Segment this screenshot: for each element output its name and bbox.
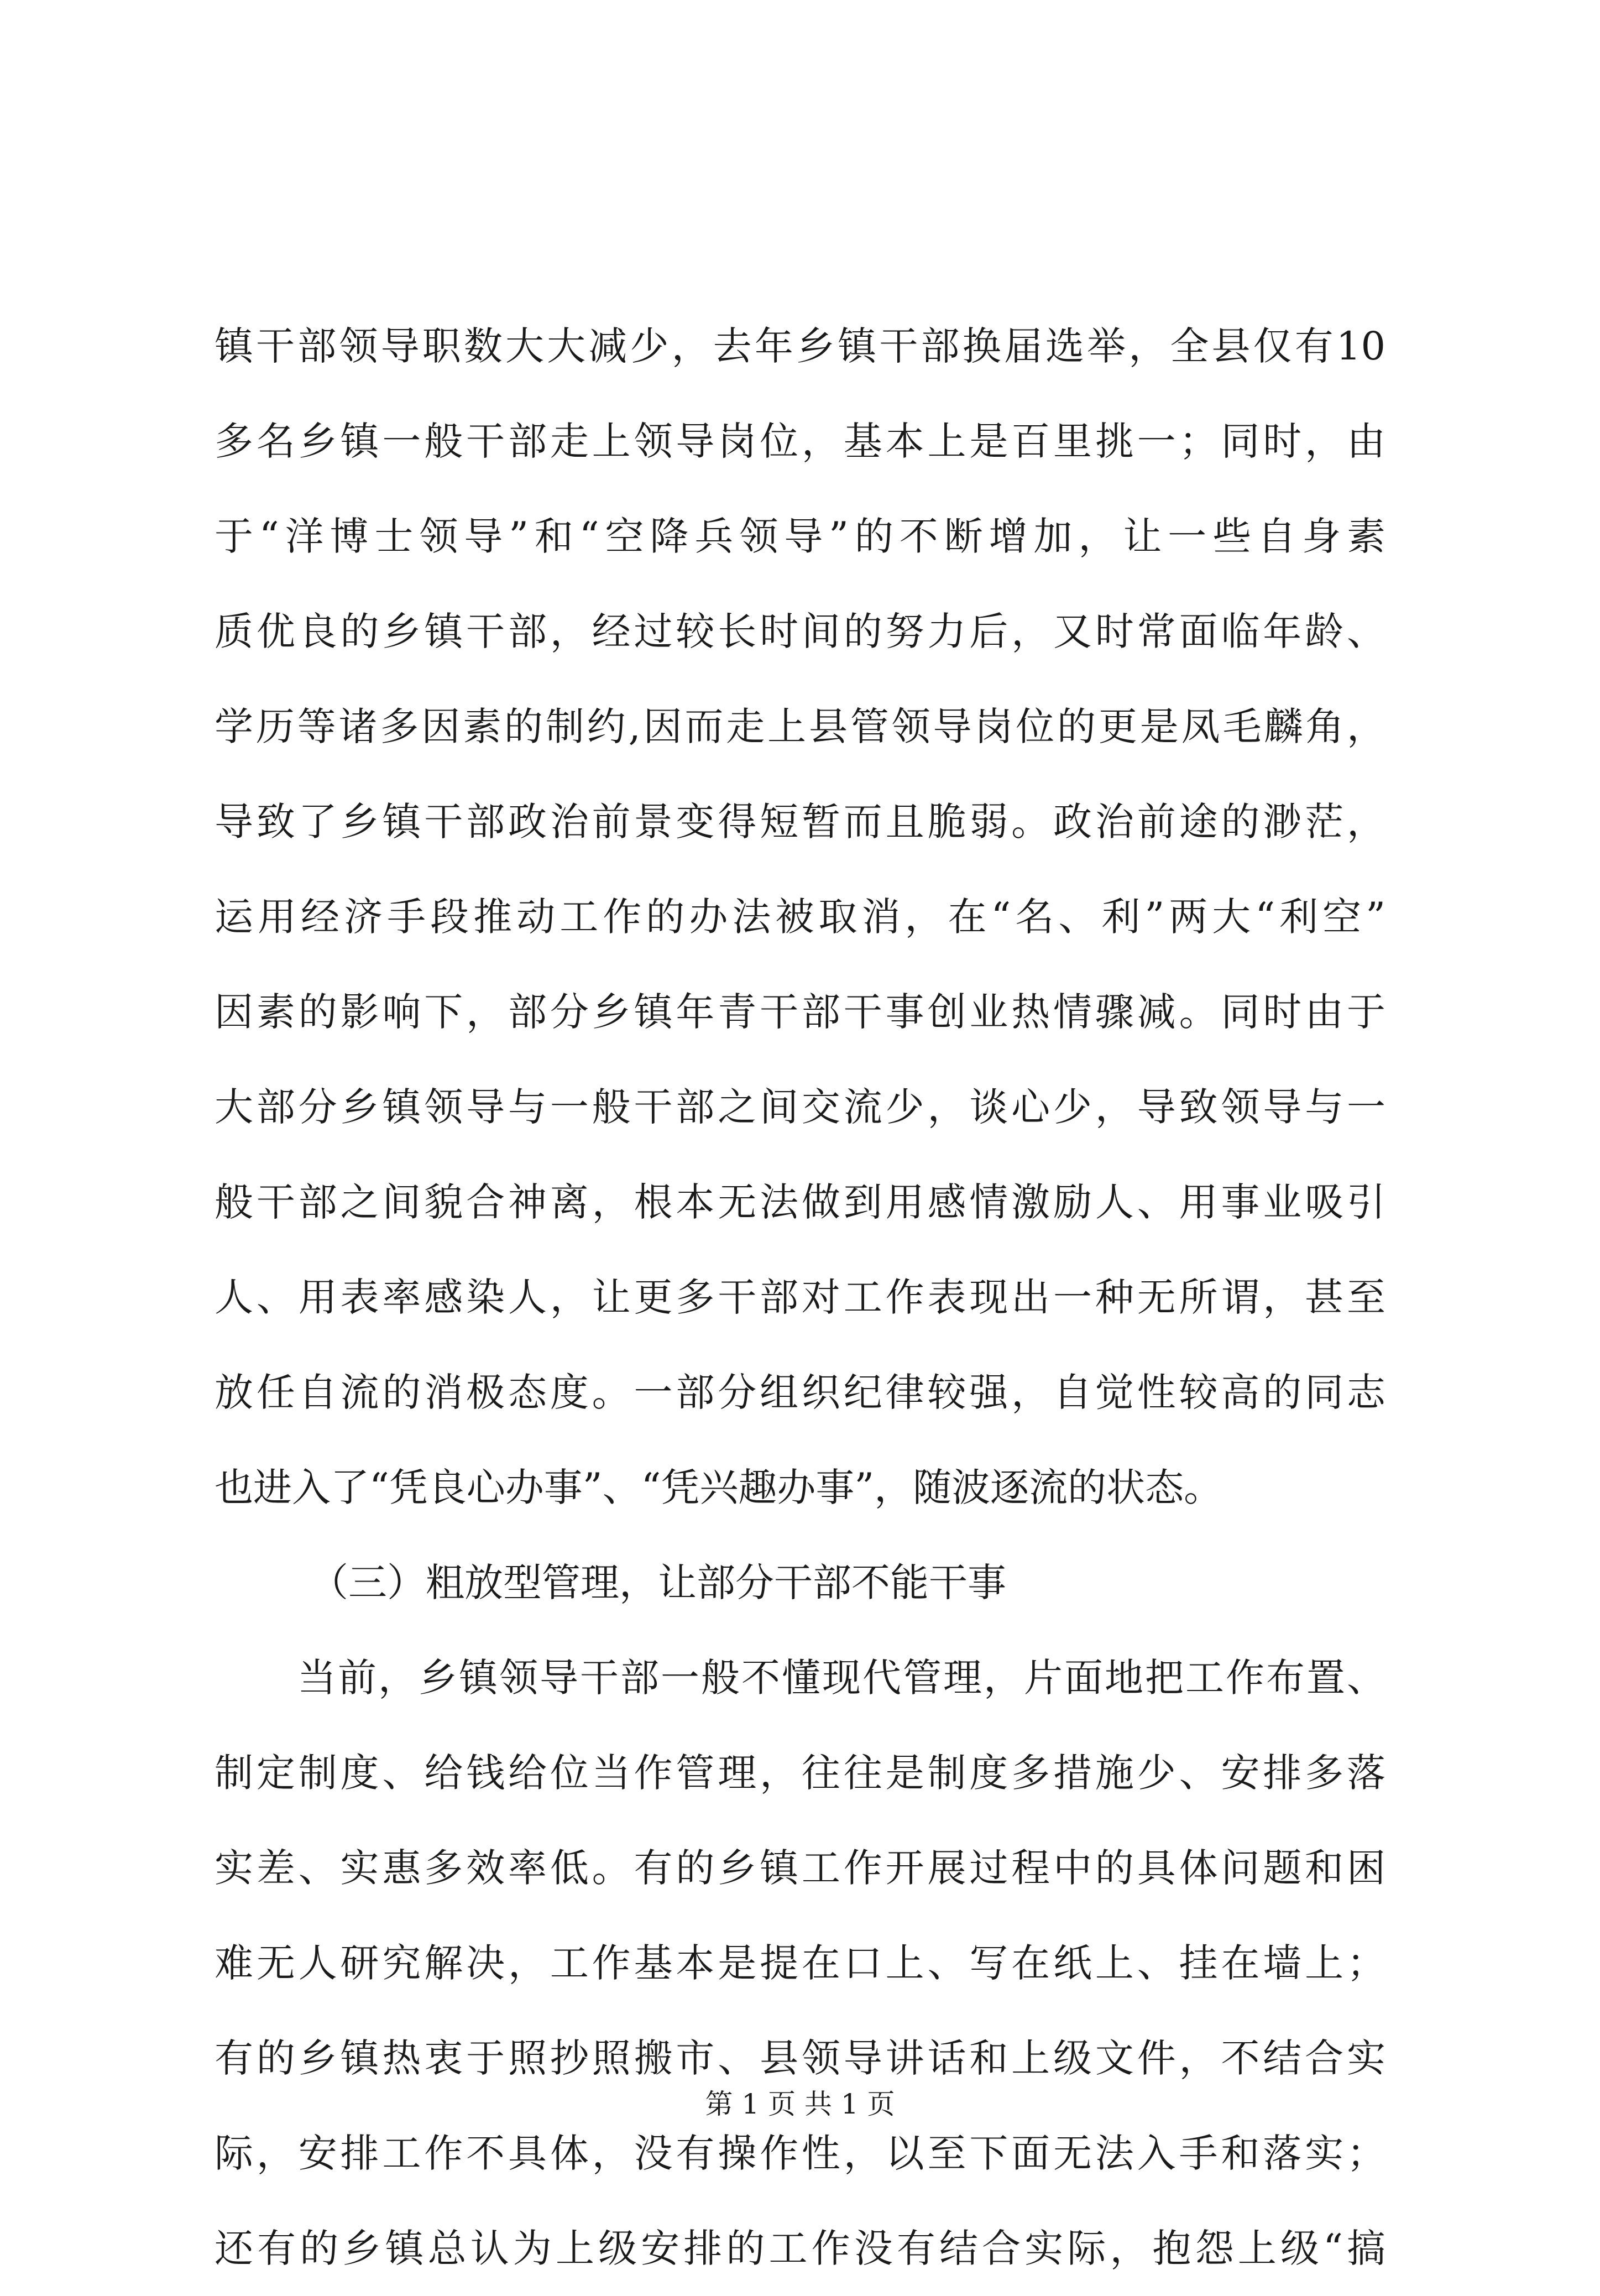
text-line: 难无人研究解决，工作基本是提在口上、写在纸上、挂在墙上； xyxy=(215,1940,1385,1986)
text-line: 般干部之间貌合神离，根本无法做到用感情激励人、用事业吸引 xyxy=(215,1180,1385,1225)
text-line: 学历等诸多因素的制约,因而走上县管领导岗位的更是凤毛麟角， xyxy=(215,704,1385,749)
text-line: 因素的影响下，部分乡镇年青干部干事创业热情骤减。同时由于 xyxy=(215,989,1385,1035)
text-line: 人、用表率感染人，让更多干部对工作表现出一种无所谓，甚至 xyxy=(215,1275,1385,1320)
text-line: 运用经济手段推动工作的办法被取消，在“名、利”两大“利空” xyxy=(215,894,1385,940)
text-line: 大部分乡镇领导与一般干部之间交流少，谈心少，导致领导与一 xyxy=(215,1084,1385,1130)
text-line: 还有的乡镇总认为上级安排的工作没有结合实际，抱怨上级“搞 xyxy=(215,2226,1385,2271)
page-footer: 第 1 页 共 1 页 xyxy=(705,2088,895,2120)
text-line: 于“洋博士领导”和“空降兵领导”的不断增加，让一些自身素 xyxy=(215,514,1385,559)
text-line: 也进入了“凭良心办事”、“凭兴趣办事”，随波逐流的状态。 xyxy=(215,1465,1223,1510)
text-line: 镇干部领导职数大大减少，去年乡镇干部换届选举，全县仅有10 xyxy=(215,323,1385,369)
text-line: 实差、实惠多效率低。有的乡镇工作开展过程中的具体问题和困 xyxy=(215,1845,1385,1891)
text-line: 多名乡镇一般干部走上领导岗位，基本上是百里挑一；同时，由 xyxy=(215,419,1385,464)
document-body xyxy=(215,299,1385,2296)
text-line: 有的乡镇热衷于照抄照搬市、县领导讲话和上级文件，不结合实 xyxy=(215,2036,1385,2081)
text-line: 制定制度、给钱给位当作管理，往往是制度多措施少、安排多落 xyxy=(215,1750,1385,1796)
text-line: 放任自流的消极态度。一部分组织纪律较强，自觉性较高的同志 xyxy=(215,1370,1385,1415)
text-line: 质优良的乡镇干部，经过较长时间的努力后，又时常面临年龄、 xyxy=(215,609,1385,654)
text-line: 际，安排工作不具体，没有操作性，以至下面无法入手和落实； xyxy=(215,2131,1385,2176)
text-line: 导致了乡镇干部政治前景变得短暂而且脆弱。政治前途的渺茫， xyxy=(215,799,1385,844)
paragraph-first-line: 当前，乡镇领导干部一般不懂现代管理，片面地把工作布置、 xyxy=(297,1655,1385,1700)
section-heading: （三）粗放型管理，让部分干部不能干事 xyxy=(310,1560,1006,1605)
